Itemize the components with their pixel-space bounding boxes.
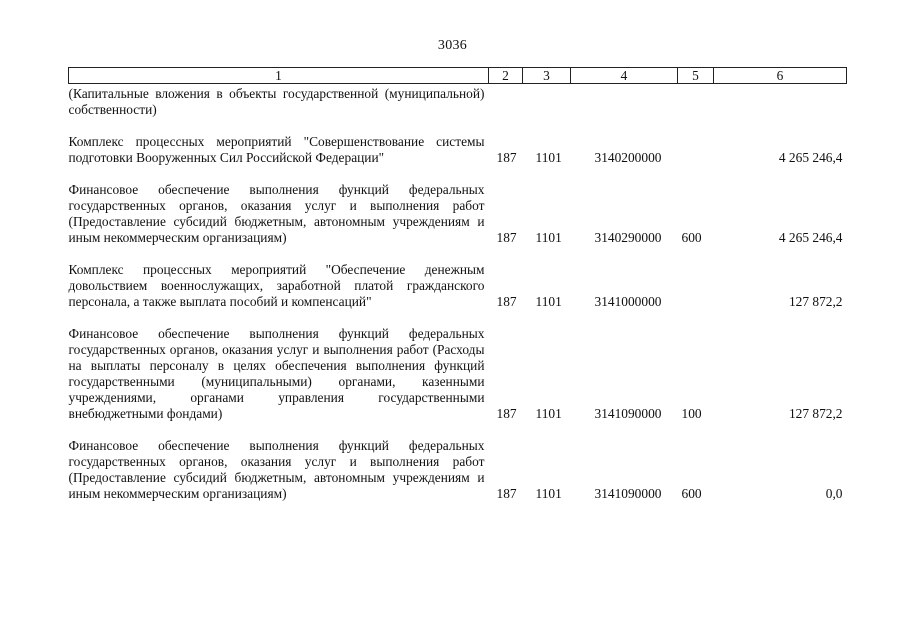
row-admin-code: 187	[496, 486, 517, 501]
row-target-article: 3140200000	[594, 150, 662, 165]
column-header-3: 3	[523, 68, 571, 84]
row-amount: 4 265 246,4	[778, 150, 843, 165]
row-admin-code: 187	[496, 406, 517, 421]
row-amount: 4 265 246,4	[778, 230, 843, 245]
row-expense-type: 600	[681, 486, 702, 501]
row-description: Комплекс процессных мероприятий "Обеспечение денежным довольствием военнослужащих, заработной платой гражданского персонала, а также выплата пособий и компенсаций"	[68, 262, 485, 309]
row-expense-type	[678, 134, 714, 166]
row-amount: 127 872,2	[788, 406, 843, 421]
column-header-2: 2	[489, 68, 523, 84]
row-description: Финансовое обеспечение выполнения функций федеральных государственных органов, оказания услуг и выполнения работ (Предоставление субсидий бюджетным, автономным учреждениям и иным некоммерческим организациям)	[68, 438, 485, 501]
row-description: Финансовое обеспечение выполнения функций федеральных государственных органов, оказания услуг и выполнения работ (Предоставление субсидий бюджетным, автономным учреждениям и иным некоммерческим организациям)	[68, 182, 485, 245]
row-section-code: 1101	[535, 486, 562, 501]
row-section-code: 1101	[535, 150, 562, 165]
row-expense-type: 600	[681, 230, 702, 245]
budget-table	[68, 67, 847, 502]
continuation-text: (Капитальные вложения в объекты государственной (муниципальной) собственности)	[68, 86, 485, 117]
table-header-row	[69, 68, 847, 84]
row-description: Комплекс процессных мероприятий "Совершенствование системы подготовки Вооруженных Сил Российской Федерации"	[68, 134, 485, 165]
row-admin-code: 187	[496, 150, 517, 165]
row-target-article: 3141090000	[594, 406, 662, 421]
table-row	[69, 438, 847, 502]
row-amount: 0,0	[825, 486, 843, 501]
column-header-6: 6	[714, 68, 847, 84]
row-section-code: 1101	[535, 230, 562, 245]
continuation-row	[69, 84, 847, 119]
column-header-1: 1	[69, 68, 489, 84]
page-number: 3036	[437, 38, 468, 53]
row-expense-type: 100	[681, 406, 702, 421]
row-admin-code: 187	[496, 294, 517, 309]
row-target-article: 3141000000	[594, 294, 662, 309]
row-section-code: 1101	[535, 406, 562, 421]
column-header-4: 4	[571, 68, 678, 84]
row-expense-type	[678, 262, 714, 310]
row-admin-code: 187	[496, 230, 517, 245]
table-row	[69, 134, 847, 166]
row-description: Финансовое обеспечение выполнения функций федеральных государственных органов, оказания услуг и выполнения работ (Расходы на выплаты персоналу в целях обеспечения выполнения функций государственными (муниципальными) органами, казенными учреждениями, органами управления государственными внебюджетными фондами)	[68, 326, 485, 421]
row-section-code: 1101	[535, 294, 562, 309]
row-amount: 127 872,2	[788, 294, 843, 309]
table-row	[69, 262, 847, 310]
table-row	[69, 326, 847, 422]
column-header-5: 5	[678, 68, 714, 84]
row-target-article: 3140290000	[594, 230, 662, 245]
table-row	[69, 182, 847, 246]
row-target-article: 3141090000	[594, 486, 662, 501]
